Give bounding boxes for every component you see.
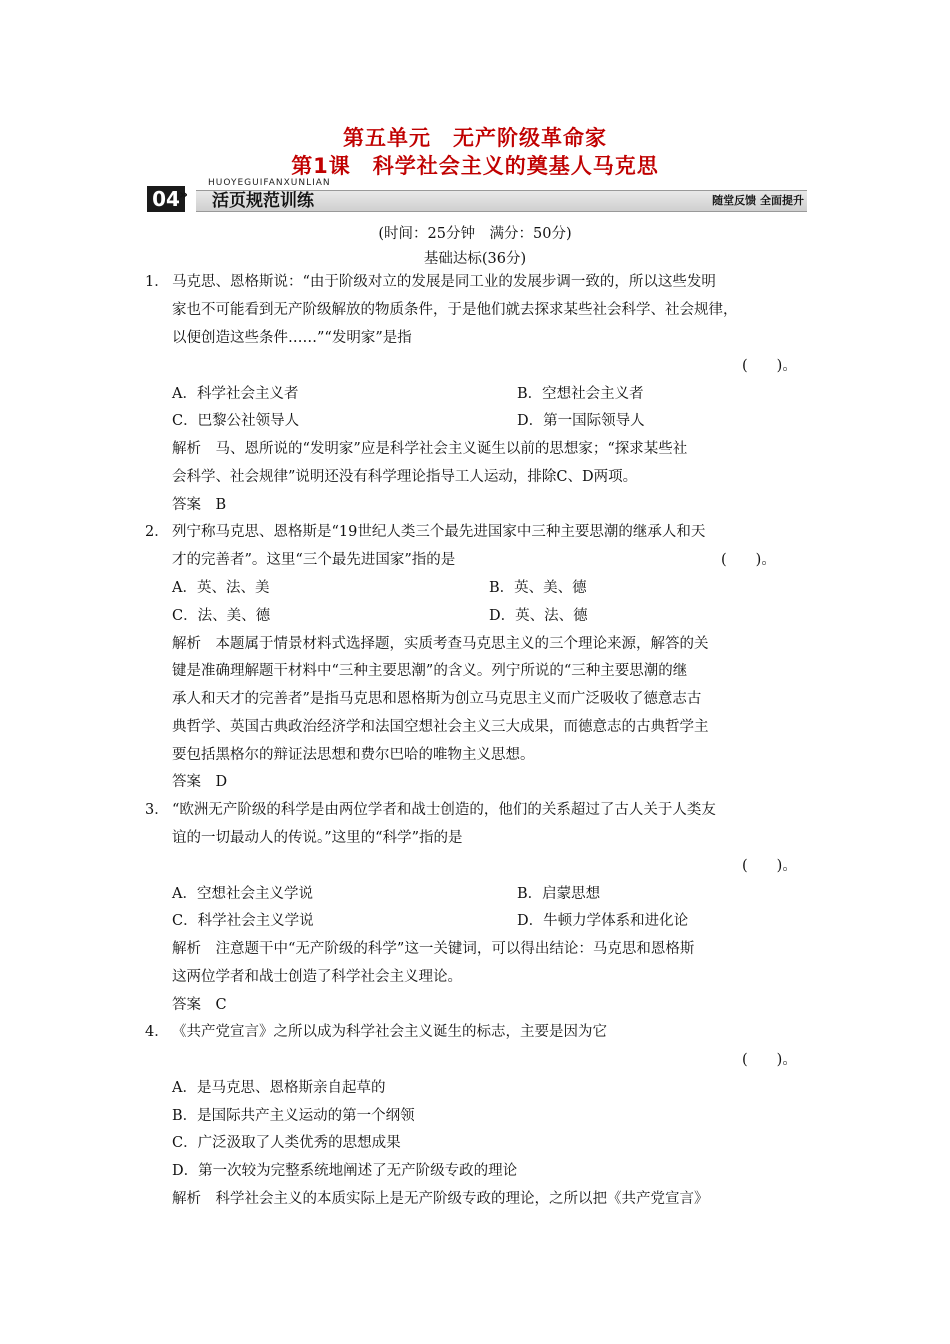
question-stem-line: 以便创造这些条件……”“发明家”是指 xyxy=(172,330,412,346)
banner-number: 04 xyxy=(147,186,185,212)
option-a: A．空想社会主义学说 xyxy=(172,886,313,902)
answer-blank: ( )。 xyxy=(742,358,797,374)
option-d: D．第一次较为完整系统地阐述了无产阶级专政的理论 xyxy=(172,1163,518,1179)
question-stem-line: 谊的一切最动人的传说。”这里的“科学”指的是 xyxy=(172,830,463,846)
option-a: A．英、法、美 xyxy=(172,580,270,596)
banner-slogan: 随堂反馈 全面提升 xyxy=(712,194,804,207)
banner-pinyin: HUOYEGUIFANXUNLIAN xyxy=(208,178,331,188)
analysis-line: 解析 本题属于情景材料式选择题，实质考查马克思主义的三个理论来源，解答的关 xyxy=(172,636,709,652)
answer-line: 答案 C xyxy=(172,997,227,1013)
option-b: B．英、美、德 xyxy=(489,580,587,596)
question-stem-line: 家也不可能看到无产阶级解放的物质条件，于是他们就去探求某些社会科学、社会规律， xyxy=(172,302,738,318)
analysis-line: 解析 注意题干中“无产阶级的科学”这一关键词，可以得出结论：马克思和恩格斯 xyxy=(172,941,695,957)
option-b: B．是国际共产主义运动的第一个纲领 xyxy=(172,1108,415,1124)
answer-blank: ( )。 xyxy=(742,858,797,874)
analysis-line: 会科学、社会规律”说明还没有科学理论指导工人运动，排除C、D两项。 xyxy=(172,469,638,485)
option-c: C．巴黎公社领导人 xyxy=(172,413,300,429)
question-number: 2． xyxy=(145,524,169,540)
option-d: D．英、法、德 xyxy=(489,608,588,624)
analysis-line: 键是准确理解题干材料中“三种主要思潮”的含义。列宁所说的“三种主要思潮的继 xyxy=(172,663,688,679)
analysis-line: 这两位学者和战士创造了科学社会主义理论。 xyxy=(172,969,462,985)
analysis-line: 承人和天才的完善者”是指马克思和恩格斯为创立马克思主义而广泛吸收了德意志古 xyxy=(172,691,702,707)
analysis-line: 解析 科学社会主义的本质实际上是无产阶级专政的理论，之所以把《共产党宣言》 xyxy=(172,1191,709,1207)
option-b: B．启蒙思想 xyxy=(517,886,601,902)
option-d: D．第一国际领导人 xyxy=(517,413,645,429)
analysis-line: 解析 马、恩所说的“发明家”应是科学社会主义诞生以前的思想家；“探求某些社 xyxy=(172,441,688,457)
analysis-line: 要包括黑格尔的辩证法思想和费尔巴哈的唯物主义思想。 xyxy=(172,747,535,763)
answer-line: 答案 B xyxy=(172,497,227,513)
banner-arrow-icon: » xyxy=(179,187,189,203)
option-a: A．科学社会主义者 xyxy=(172,386,299,402)
question-stem-line: 列宁称马克思、恩格斯是“19世纪人类三个最先进国家中三种主要思潮的继承人和天 xyxy=(172,524,706,540)
option-d: D．牛顿力学体系和进化论 xyxy=(517,913,689,929)
question-stem-line: 马克思、恩格斯说：“由于阶级对立的发展是同工业的发展步调一致的，所以这些发明 xyxy=(172,274,716,290)
banner-title: 活页规范训练 xyxy=(212,191,314,211)
unit-title: 第五单元 无产阶级革命家 xyxy=(343,126,607,150)
answer-blank: ( )。 xyxy=(721,552,776,568)
time-score: (时间：25分钟 满分：50分) xyxy=(378,226,572,242)
option-c: C．科学社会主义学说 xyxy=(172,913,314,929)
section-heading: 基础达标(36分) xyxy=(423,251,527,267)
option-c: C．广泛汲取了人类优秀的思想成果 xyxy=(172,1135,401,1151)
question-number: 3． xyxy=(145,802,169,818)
option-b: B．空想社会主义者 xyxy=(517,386,644,402)
question-stem-line: 才的完善者”。这里“三个最先进国家”指的是 xyxy=(172,552,456,568)
option-c: C．法、美、德 xyxy=(172,608,271,624)
option-a: A．是马克思、恩格斯亲自起草的 xyxy=(172,1080,386,1096)
analysis-line: 典哲学、英国古典政治经济学和法国空想社会主义三大成果，而德意志的古典哲学主 xyxy=(172,719,709,735)
question-stem-line: 《共产党宣言》之所以成为科学社会主义诞生的标志，主要是因为它 xyxy=(172,1024,607,1040)
answer-line: 答案 D xyxy=(172,774,228,790)
question-number: 1． xyxy=(145,274,169,290)
answer-blank: ( )。 xyxy=(742,1052,797,1068)
question-number: 4． xyxy=(145,1024,169,1040)
lesson-title: 第1课 科学社会主义的奠基人马克思 xyxy=(291,154,659,178)
question-stem-line: “欧洲无产阶级的科学是由两位学者和战士创造的，他们的关系超过了古人关于人类友 xyxy=(172,802,716,818)
